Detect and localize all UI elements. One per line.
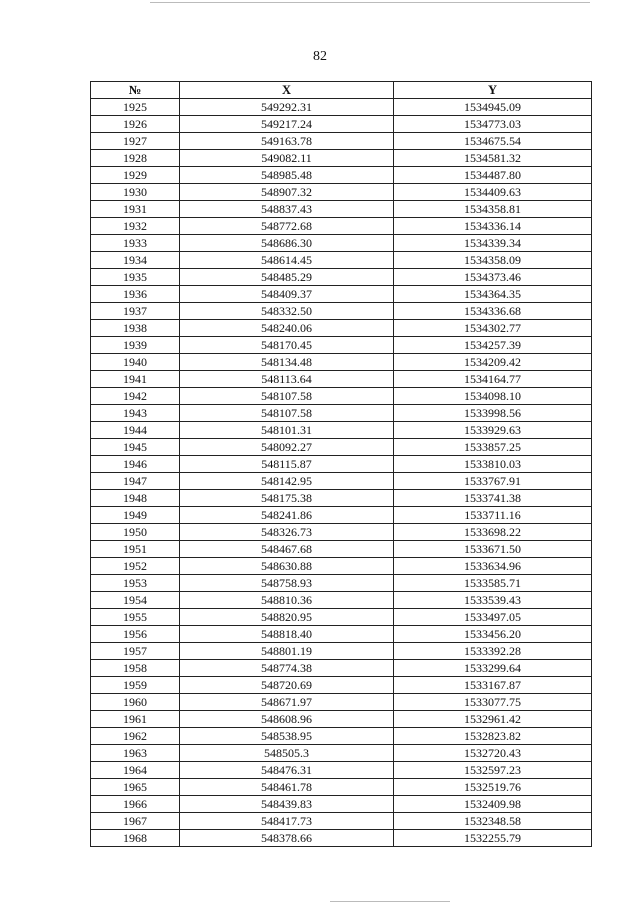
table-row bbox=[91, 116, 592, 133]
y-coordinate-cell: 1534257.39 bbox=[394, 337, 592, 354]
y-coordinate-cell: 1534773.03 bbox=[394, 116, 592, 133]
point-number-cell: 1929 bbox=[91, 167, 180, 184]
y-coordinate-cell: 1533585.71 bbox=[394, 575, 592, 592]
table-row bbox=[91, 728, 592, 745]
table-row bbox=[91, 337, 592, 354]
y-coordinate-cell: 1532720.43 bbox=[394, 745, 592, 762]
x-coordinate-cell: 548772.68 bbox=[180, 218, 394, 235]
point-number-cell: 1939 bbox=[91, 337, 180, 354]
table-row bbox=[91, 660, 592, 677]
x-coordinate-cell: 548378.66 bbox=[180, 830, 394, 847]
table-body bbox=[91, 99, 592, 847]
table-row bbox=[91, 541, 592, 558]
point-number-cell: 1949 bbox=[91, 507, 180, 524]
point-number-cell: 1936 bbox=[91, 286, 180, 303]
table-row bbox=[91, 745, 592, 762]
x-coordinate-cell: 548818.40 bbox=[180, 626, 394, 643]
y-coordinate-cell: 1532823.82 bbox=[394, 728, 592, 745]
x-coordinate-cell: 548101.31 bbox=[180, 422, 394, 439]
point-number-cell: 1943 bbox=[91, 405, 180, 422]
table-row bbox=[91, 218, 592, 235]
header-number: № bbox=[91, 82, 180, 99]
x-coordinate-cell: 549217.24 bbox=[180, 116, 394, 133]
x-coordinate-cell: 548240.06 bbox=[180, 320, 394, 337]
x-coordinate-cell: 548417.73 bbox=[180, 813, 394, 830]
point-number-cell: 1927 bbox=[91, 133, 180, 150]
x-coordinate-cell: 548092.27 bbox=[180, 439, 394, 456]
y-coordinate-cell: 1533857.25 bbox=[394, 439, 592, 456]
x-coordinate-cell: 548505.3 bbox=[180, 745, 394, 762]
table-header bbox=[91, 82, 592, 99]
y-coordinate-cell: 1534358.09 bbox=[394, 252, 592, 269]
y-coordinate-cell: 1534302.77 bbox=[394, 320, 592, 337]
table-row bbox=[91, 133, 592, 150]
coordinates-table bbox=[90, 81, 592, 847]
table-row bbox=[91, 592, 592, 609]
table-row bbox=[91, 286, 592, 303]
point-number-cell: 1944 bbox=[91, 422, 180, 439]
x-coordinate-cell: 548630.88 bbox=[180, 558, 394, 575]
table-row bbox=[91, 354, 592, 371]
y-coordinate-cell: 1534581.32 bbox=[394, 150, 592, 167]
point-number-cell: 1948 bbox=[91, 490, 180, 507]
x-coordinate-cell: 548467.68 bbox=[180, 541, 394, 558]
point-number-cell: 1956 bbox=[91, 626, 180, 643]
x-coordinate-cell: 548686.30 bbox=[180, 235, 394, 252]
x-coordinate-cell: 548113.64 bbox=[180, 371, 394, 388]
y-coordinate-cell: 1534373.46 bbox=[394, 269, 592, 286]
y-coordinate-cell: 1532409.98 bbox=[394, 796, 592, 813]
table-row bbox=[91, 796, 592, 813]
point-number-cell: 1928 bbox=[91, 150, 180, 167]
point-number-cell: 1950 bbox=[91, 524, 180, 541]
header-row bbox=[91, 82, 592, 99]
y-coordinate-cell: 1532255.79 bbox=[394, 830, 592, 847]
x-coordinate-cell: 548241.86 bbox=[180, 507, 394, 524]
point-number-cell: 1953 bbox=[91, 575, 180, 592]
table-row bbox=[91, 643, 592, 660]
bottom-edge-line bbox=[330, 901, 450, 902]
point-number-cell: 1951 bbox=[91, 541, 180, 558]
x-coordinate-cell: 548801.19 bbox=[180, 643, 394, 660]
y-coordinate-cell: 1532348.58 bbox=[394, 813, 592, 830]
point-number-cell: 1940 bbox=[91, 354, 180, 371]
table-row bbox=[91, 830, 592, 847]
point-number-cell: 1931 bbox=[91, 201, 180, 218]
y-coordinate-cell: 1532961.42 bbox=[394, 711, 592, 728]
header-x: X bbox=[180, 82, 394, 99]
table-row bbox=[91, 507, 592, 524]
header-y: Y bbox=[394, 82, 592, 99]
table-row bbox=[91, 779, 592, 796]
y-coordinate-cell: 1533392.28 bbox=[394, 643, 592, 660]
point-number-cell: 1961 bbox=[91, 711, 180, 728]
table-row bbox=[91, 422, 592, 439]
y-coordinate-cell: 1533456.20 bbox=[394, 626, 592, 643]
x-coordinate-cell: 548142.95 bbox=[180, 473, 394, 490]
x-coordinate-cell: 548107.58 bbox=[180, 388, 394, 405]
point-number-cell: 1938 bbox=[91, 320, 180, 337]
x-coordinate-cell: 548170.45 bbox=[180, 337, 394, 354]
x-coordinate-cell: 548614.45 bbox=[180, 252, 394, 269]
point-number-cell: 1952 bbox=[91, 558, 180, 575]
table-row bbox=[91, 558, 592, 575]
x-coordinate-cell: 548720.69 bbox=[180, 677, 394, 694]
table-row bbox=[91, 99, 592, 116]
x-coordinate-cell: 548476.31 bbox=[180, 762, 394, 779]
table-row bbox=[91, 405, 592, 422]
x-coordinate-cell: 548485.29 bbox=[180, 269, 394, 286]
point-number-cell: 1942 bbox=[91, 388, 180, 405]
table-row bbox=[91, 575, 592, 592]
x-coordinate-cell: 548326.73 bbox=[180, 524, 394, 541]
point-number-cell: 1935 bbox=[91, 269, 180, 286]
x-coordinate-cell: 548332.50 bbox=[180, 303, 394, 320]
point-number-cell: 1967 bbox=[91, 813, 180, 830]
y-coordinate-cell: 1534675.54 bbox=[394, 133, 592, 150]
y-coordinate-cell: 1532597.23 bbox=[394, 762, 592, 779]
point-number-cell: 1965 bbox=[91, 779, 180, 796]
page-number: 82 bbox=[313, 49, 327, 64]
table-row bbox=[91, 439, 592, 456]
table-row bbox=[91, 269, 592, 286]
y-coordinate-cell: 1533634.96 bbox=[394, 558, 592, 575]
y-coordinate-cell: 1533077.75 bbox=[394, 694, 592, 711]
point-number-cell: 1933 bbox=[91, 235, 180, 252]
point-number-cell: 1964 bbox=[91, 762, 180, 779]
y-coordinate-cell: 1533539.43 bbox=[394, 592, 592, 609]
table-row bbox=[91, 609, 592, 626]
table-row bbox=[91, 813, 592, 830]
y-coordinate-cell: 1533299.64 bbox=[394, 660, 592, 677]
y-coordinate-cell: 1534209.42 bbox=[394, 354, 592, 371]
point-number-cell: 1968 bbox=[91, 830, 180, 847]
x-coordinate-cell: 548810.36 bbox=[180, 592, 394, 609]
table-row bbox=[91, 371, 592, 388]
y-coordinate-cell: 1534098.10 bbox=[394, 388, 592, 405]
table-row bbox=[91, 762, 592, 779]
point-number-cell: 1932 bbox=[91, 218, 180, 235]
point-number-cell: 1925 bbox=[91, 99, 180, 116]
point-number-cell: 1957 bbox=[91, 643, 180, 660]
point-number-cell: 1947 bbox=[91, 473, 180, 490]
y-coordinate-cell: 1533998.56 bbox=[394, 405, 592, 422]
table-row bbox=[91, 388, 592, 405]
point-number-cell: 1966 bbox=[91, 796, 180, 813]
point-number-cell: 1941 bbox=[91, 371, 180, 388]
table-row bbox=[91, 473, 592, 490]
table-row bbox=[91, 524, 592, 541]
y-coordinate-cell: 1534409.63 bbox=[394, 184, 592, 201]
table-row bbox=[91, 626, 592, 643]
x-coordinate-cell: 548820.95 bbox=[180, 609, 394, 626]
y-coordinate-cell: 1533741.38 bbox=[394, 490, 592, 507]
y-coordinate-cell: 1534487.80 bbox=[394, 167, 592, 184]
y-coordinate-cell: 1534336.14 bbox=[394, 218, 592, 235]
y-coordinate-cell: 1532519.76 bbox=[394, 779, 592, 796]
point-number-cell: 1945 bbox=[91, 439, 180, 456]
x-coordinate-cell: 548985.48 bbox=[180, 167, 394, 184]
y-coordinate-cell: 1534336.68 bbox=[394, 303, 592, 320]
x-coordinate-cell: 548837.43 bbox=[180, 201, 394, 218]
table-row bbox=[91, 303, 592, 320]
point-number-cell: 1963 bbox=[91, 745, 180, 762]
x-coordinate-cell: 548115.87 bbox=[180, 456, 394, 473]
x-coordinate-cell: 548608.96 bbox=[180, 711, 394, 728]
y-coordinate-cell: 1534358.81 bbox=[394, 201, 592, 218]
x-coordinate-cell: 548461.78 bbox=[180, 779, 394, 796]
table-row bbox=[91, 167, 592, 184]
table-row bbox=[91, 456, 592, 473]
x-coordinate-cell: 548134.48 bbox=[180, 354, 394, 371]
table-row bbox=[91, 677, 592, 694]
table-row bbox=[91, 320, 592, 337]
x-coordinate-cell: 548175.38 bbox=[180, 490, 394, 507]
table-row bbox=[91, 711, 592, 728]
table-row bbox=[91, 150, 592, 167]
table-row bbox=[91, 252, 592, 269]
point-number-cell: 1955 bbox=[91, 609, 180, 626]
table-row bbox=[91, 184, 592, 201]
table-row bbox=[91, 235, 592, 252]
top-edge-line bbox=[150, 2, 590, 3]
x-coordinate-cell: 548107.58 bbox=[180, 405, 394, 422]
y-coordinate-cell: 1534364.35 bbox=[394, 286, 592, 303]
point-number-cell: 1962 bbox=[91, 728, 180, 745]
y-coordinate-cell: 1533698.22 bbox=[394, 524, 592, 541]
point-number-cell: 1954 bbox=[91, 592, 180, 609]
y-coordinate-cell: 1534164.77 bbox=[394, 371, 592, 388]
y-coordinate-cell: 1534945.09 bbox=[394, 99, 592, 116]
table-row bbox=[91, 201, 592, 218]
y-coordinate-cell: 1533497.05 bbox=[394, 609, 592, 626]
x-coordinate-cell: 548907.32 bbox=[180, 184, 394, 201]
table-row bbox=[91, 490, 592, 507]
y-coordinate-cell: 1533671.50 bbox=[394, 541, 592, 558]
point-number-cell: 1960 bbox=[91, 694, 180, 711]
table-row bbox=[91, 694, 592, 711]
point-number-cell: 1959 bbox=[91, 677, 180, 694]
x-coordinate-cell: 549292.31 bbox=[180, 99, 394, 116]
x-coordinate-cell: 548774.38 bbox=[180, 660, 394, 677]
point-number-cell: 1946 bbox=[91, 456, 180, 473]
x-coordinate-cell: 548671.97 bbox=[180, 694, 394, 711]
point-number-cell: 1926 bbox=[91, 116, 180, 133]
point-number-cell: 1934 bbox=[91, 252, 180, 269]
x-coordinate-cell: 548439.83 bbox=[180, 796, 394, 813]
x-coordinate-cell: 548409.37 bbox=[180, 286, 394, 303]
y-coordinate-cell: 1533929.63 bbox=[394, 422, 592, 439]
point-number-cell: 1937 bbox=[91, 303, 180, 320]
x-coordinate-cell: 548538.95 bbox=[180, 728, 394, 745]
point-number-cell: 1930 bbox=[91, 184, 180, 201]
y-coordinate-cell: 1534339.34 bbox=[394, 235, 592, 252]
y-coordinate-cell: 1533711.16 bbox=[394, 507, 592, 524]
y-coordinate-cell: 1533167.87 bbox=[394, 677, 592, 694]
point-number-cell: 1958 bbox=[91, 660, 180, 677]
y-coordinate-cell: 1533767.91 bbox=[394, 473, 592, 490]
x-coordinate-cell: 548758.93 bbox=[180, 575, 394, 592]
x-coordinate-cell: 549082.11 bbox=[180, 150, 394, 167]
x-coordinate-cell: 549163.78 bbox=[180, 133, 394, 150]
y-coordinate-cell: 1533810.03 bbox=[394, 456, 592, 473]
